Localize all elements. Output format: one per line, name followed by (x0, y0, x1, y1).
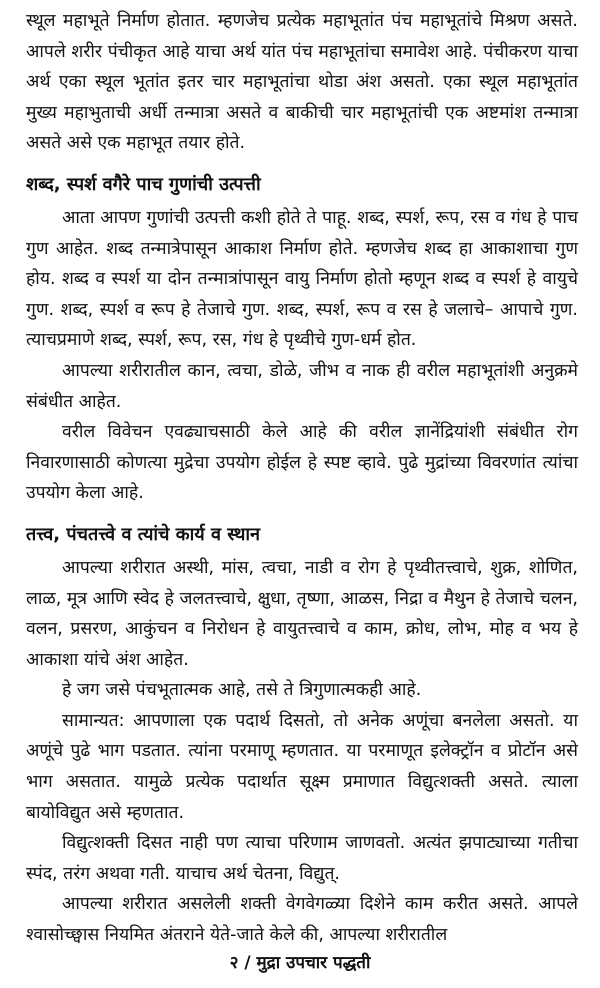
paragraph-8: विद्युत्शक्ती दिसत नाही पण त्याचा परिणाम जाणवतो. अत्यंत झपाट्याच्या गतीचा स्पंद, तरंग अथवा गती. याचाच अर्थ चेतना, विद्युत्. (26, 833, 578, 884)
paragraph-4: वरील विवेचन एवढ्याचसाठी केले आहे की वरील ज्ञानेंद्रियांशी संबंधीत रोग निवारणासाठी कोणत्या मुद्रेचा उपयोग होईल हे स्पष्ट व्हावे. पुढे मुद्रांच्या विवरणांत त्यांचा उपयोग केला आहे. (26, 422, 578, 504)
paragraph-3: आपल्या शरीरातील कान, त्वचा, डोळे, जीभ व नाक ही वरील महाभूतांशी अनुक्रमे संबंधीत आहेत. (26, 360, 578, 412)
paragraph-2: आता आपण गुणांची उत्पत्ती कशी होते ते पाहू. शब्द, स्पर्श, रूप, रस व गंध हे पाच गुण आहेत. शब्द तन्मात्रेपासून आकाश निर्माण होते. म्हणजेच शब्द हा आकाशाचा गुण होय. शब्द व स्पर्श या दोन तन्मात्रांपासून वायु निर्माण होतो म्हणून शब्द व स्पर्श हे वायुचे गुण. शब्द, स्पर्श व रूप हे तेजाचे गुण. शब्द, स्पर्श, रूप व रस हे जलाचे– आपाचे गुण. त्याचप्रमाणे शब्द, स्पर्श, रूप, रस, गंध हे पृथ्वीचे गुण-धर्म होत. (26, 207, 578, 351)
paragraph-5: आपल्या शरीरात अस्थी, मांस, त्वचा, नाडी व रोग हे पृथ्वीतत्त्वाचे, शुक्र, शोणित, लाळ, मूत्र आणि स्वेद हे जलतत्त्वाचे, क्षुधा, तृष्णा, आळस, निद्रा व मैथुन हे तेजाचे चलन, वलन, प्रसरण, आकुंचन व निरोधन हे वायुतत्त्वाचे व काम, क्रोध, लोभ, मोह व भय हे आकाशा यांचे अंश आहेत. (26, 557, 578, 670)
page-footer: २ / मुद्रा उपचार पद्धती (229, 953, 371, 973)
paragraph-1: स्थूल महाभूते निर्माण होतात. म्हणजेच प्रत्येक महाभूतांत पंच महाभूतांचे मिश्रण असते. आपले शरीर पंचीकृत आहे याचा अर्थ यांत पंच महाभूतांचा समावेश आहे. पंचीकरण याचा अर्थ एका स्थूल भूतांत इतर चार महाभूतांचा थोडा अंश असतो. एका स्थूल महाभूतांत मुख्य महाभुताची अर्धी तन्मात्रा असते व बाकीची चार महाभूतांची एक अष्टमांश तन्मात्रा असते असे एक महाभूत तयार होते. (26, 11, 578, 154)
section-heading-five-qualities: शब्द, स्पर्श वगैरे पाच गुणांची उत्पत्ती (26, 173, 261, 195)
section-heading-elements: तत्त्व, पंचतत्त्वे व त्यांचे कार्य व स्थान (26, 523, 261, 545)
paragraph-7: सामान्यत: आपणाला एक पदार्थ दिसतो, तो अनेक अणूंचा बनलेला असतो. या अणूंचे पुढे भाग पडतात. त्यांना परमाणू म्हणतात. या परमाणूत इलेक्ट्रॉन व प्रोटॉन असे भाग असतात. यामुळे प्रत्येक पदार्थात सूक्ष्म प्रमाणात विद्युत्शक्ती असते. त्याला बायोविद्युत असे म्हणतात. (26, 710, 578, 823)
paragraph-6: हे जग जसे पंचभूतात्मक आहे, तसे ते त्रिगुणात्मकही आहे. (62, 680, 422, 701)
paragraph-9: आपल्या शरीरात असलेली शक्ती वेगवेगळ्या दिशेने काम करीत असते. आपले श्वासोच्छ्वास नियमित अंतराने येते-जाते केले की, आपल्या शरीरातील (26, 894, 578, 946)
